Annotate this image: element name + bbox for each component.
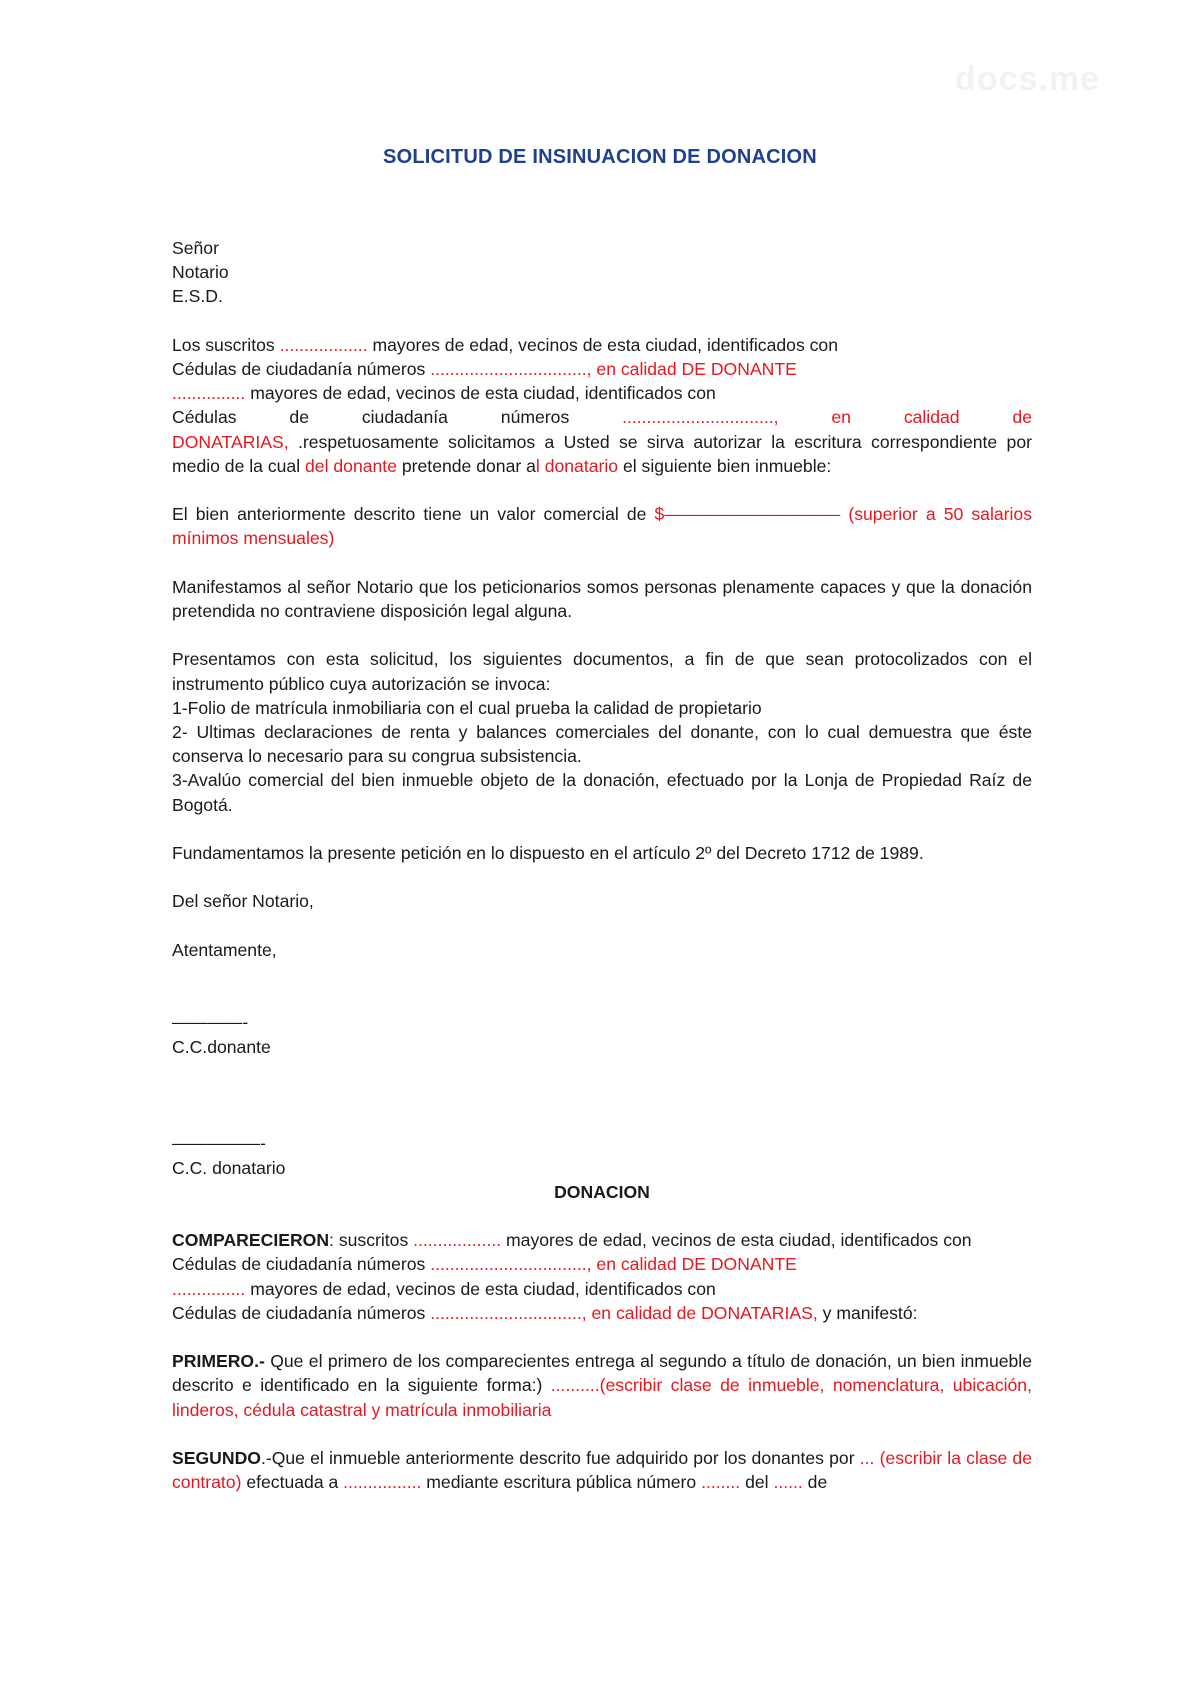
signature-label: C.C.donante bbox=[172, 1036, 271, 1057]
document-item: 3-Avalúo comercial del bien inmueble objeto de la donación, efectuado por la Lonja de Propiedad Raíz de Bogotá. bbox=[172, 770, 1032, 815]
blank-dots: ........ bbox=[701, 1472, 741, 1493]
text: Que el primero de los comparecientes entrega al segundo a título de donación, un bien inmueble descrito e identificado en la siguiente forma:) bbox=[172, 1351, 1032, 1396]
text: Los suscritos bbox=[172, 334, 280, 355]
salutation bbox=[172, 236, 1032, 309]
donee-role: DONATARIAS, bbox=[172, 431, 298, 452]
clause-second bbox=[172, 1446, 1032, 1494]
document-item: 1-Folio de matrícula inmobiliaria con el cual prueba la calidad de propietario bbox=[172, 697, 762, 718]
clause-heading: SEGUNDO bbox=[172, 1447, 261, 1468]
salutation-line: Notario bbox=[172, 262, 229, 283]
donee-role: ..............................., en calidad de DONATARIAS, bbox=[430, 1302, 818, 1323]
blank-dots: ............... bbox=[172, 1278, 246, 1299]
text: mayores de edad, vecinos de esta ciudad, identificados con bbox=[245, 383, 716, 404]
text: mayores de edad, vecinos de esta ciudad, identificados con bbox=[367, 334, 838, 355]
paragraph-documents bbox=[172, 647, 1032, 816]
closing-signoff: Atentamente, bbox=[172, 939, 277, 960]
text: Cédulas de ciudadanía números bbox=[172, 407, 623, 428]
text: Cédulas de ciudadanía números bbox=[172, 1302, 431, 1323]
donee-role: ..............................., en calidad de bbox=[622, 407, 1032, 428]
document-body bbox=[172, 236, 1032, 1494]
watermark: docs.me bbox=[955, 60, 1100, 98]
text: El bien anteriormente descrito tiene un valor comercial de bbox=[172, 504, 655, 525]
paragraph-petitioners bbox=[172, 333, 1032, 478]
signature-donor bbox=[172, 1010, 1032, 1058]
blank-dots: ...... bbox=[773, 1472, 803, 1493]
text: efectuada a bbox=[241, 1472, 344, 1493]
clause-first bbox=[172, 1349, 1032, 1422]
property-value: $—————————— (superior a 50 salarios mínimos mensuales) bbox=[172, 504, 1032, 549]
text: de bbox=[802, 1472, 828, 1493]
signature-donee bbox=[172, 1131, 1032, 1179]
text: mediante escritura pública número bbox=[421, 1472, 702, 1493]
clause-heading: PRIMERO.- bbox=[172, 1351, 265, 1372]
blank-dots: ................ bbox=[343, 1472, 422, 1493]
text: mayores de edad, vecinos de esta ciudad, identificados con bbox=[501, 1230, 972, 1251]
paragraph-legal-basis: Fundamentamos la presente petición en lo dispuesto en el artículo 2º del Decreto 1712 de 1989. bbox=[172, 843, 924, 863]
document-item: 2- Ultimas declaraciones de renta y balances comerciales del donante, con lo cual demuestra que éste conserva lo necesario para su congrua subsistencia. bbox=[172, 722, 1032, 767]
donor-role: ................................, en calidad DE DONANTE bbox=[430, 1254, 797, 1275]
donee-ref: l donatario bbox=[535, 455, 619, 476]
text: Cédulas de ciudadanía números bbox=[172, 1254, 431, 1275]
text: mayores de edad, vecinos de esta ciudad, identificados con bbox=[245, 1278, 716, 1299]
donor-ref: del donante bbox=[305, 455, 397, 476]
paragraph-capacity: Manifestamos al señor Notario que los peticionarios somos personas plenamente capaces y que la donación pretendida no contraviene disposición legal alguna. bbox=[172, 576, 1032, 621]
blank-dots: .................. bbox=[413, 1230, 502, 1251]
document-title: SOLICITUD DE INSINUACION DE DONACION bbox=[383, 146, 817, 168]
text: el siguiente bien inmueble: bbox=[618, 455, 832, 476]
documents-intro: Presentamos con esta solicitud, los siguientes documentos, a fin de que sean protocolizados con el instrumento público cuya autorización se invoca: bbox=[172, 649, 1032, 694]
salutation-line: Señor bbox=[172, 238, 219, 258]
text: .-Que el inmueble anteriormente descrito fue adquirido por los donantes por bbox=[260, 1447, 860, 1468]
paragraph-appearing-parties bbox=[172, 1228, 1032, 1325]
property-description-placeholder: ..........(escribir clase de inmueble, nomenclatura, ubicación, linderos, cédula catastral y matrícula inmobiliaria bbox=[172, 1375, 1032, 1420]
text: pretende donar a bbox=[396, 455, 536, 476]
salutation-line: E.S.D. bbox=[172, 286, 223, 307]
text: del bbox=[740, 1472, 774, 1493]
signature-line: ————- bbox=[172, 1012, 249, 1033]
paragraph-value bbox=[172, 502, 1032, 550]
blank-dots: ............... bbox=[172, 383, 246, 404]
signature-line: —————- bbox=[172, 1133, 266, 1154]
donor-role: ................................, en calidad DE DONANTE bbox=[430, 359, 797, 379]
clause-heading: COMPARECIERON bbox=[172, 1230, 330, 1251]
closing-greeting: Del señor Notario, bbox=[172, 891, 314, 912]
section-title: DONACION bbox=[554, 1181, 650, 1202]
blank-dots: .................. bbox=[279, 334, 368, 355]
text: y manifestó: bbox=[817, 1302, 918, 1323]
text: Cédulas de ciudadanía números bbox=[172, 359, 431, 379]
text: : suscritos bbox=[329, 1230, 414, 1251]
contract-type-placeholder: ... (escribir la clase de contrato) bbox=[172, 1447, 1032, 1493]
text: .respetuosamente solicitamos a Usted se sirva autorizar la escritura correspondiente por medio de la cual bbox=[172, 431, 1032, 476]
signature-label: C.C. donatario bbox=[172, 1157, 286, 1178]
